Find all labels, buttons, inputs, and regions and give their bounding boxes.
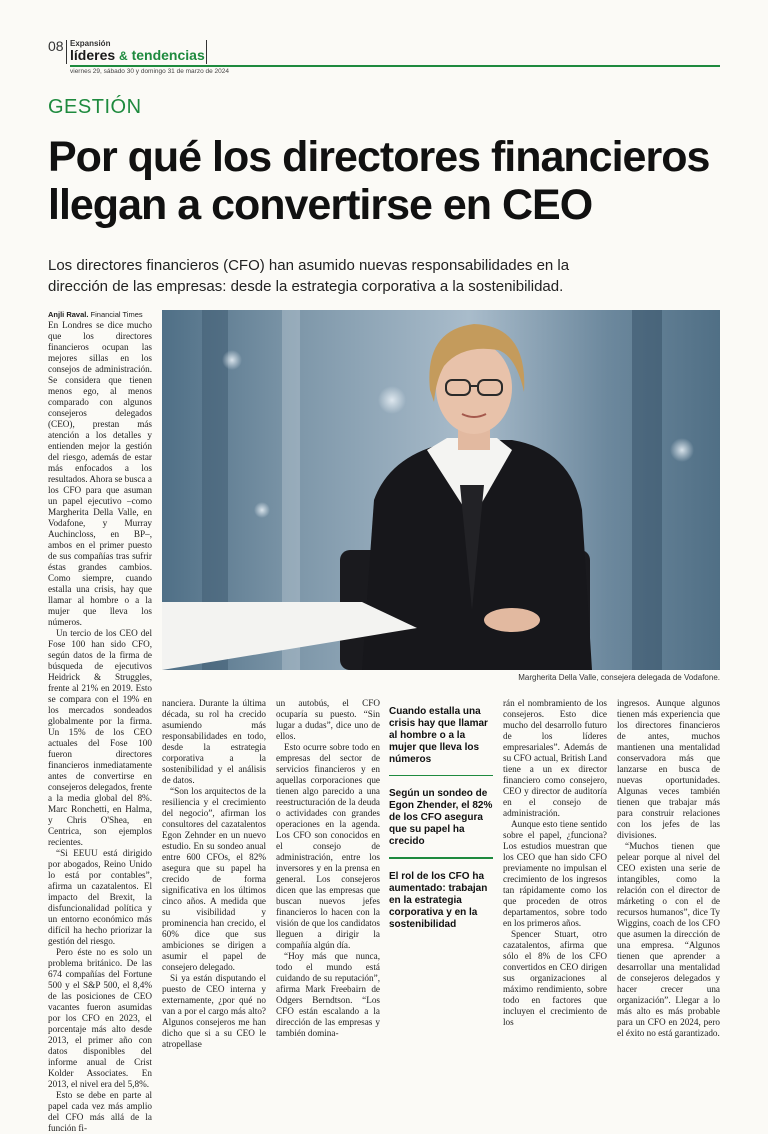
header-divider [66, 40, 67, 64]
quote-divider [389, 857, 493, 859]
paragraph: Pero éste no es solo un problema británico. De las 674 compañías del Fortune 500 y el S&P 500, el 8,4% de las posiciones de CEO vacantes fueron asumidas por los CFO en 2023, el porcentaje más alto desde 2013, el primer año con datos disponibles del informe anual de Crist Kolder Associates. En 2013, el nivel era del 5,8%. [48, 947, 152, 1089]
article-standfirst: Los directores financieros (CFO) han asumido nuevas responsabilidades en la dirección de las empresas: desde la estrategia corporativa a la sostenibilidad. [48, 257, 570, 295]
body-column-5 [617, 698, 720, 1038]
quote-divider [389, 775, 493, 776]
page-number: 08 [48, 38, 64, 54]
photo-caption: Margherita Della Valle, consejera delegada de Vodafone. [518, 673, 720, 682]
pull-quote: El rol de los CFO ha aumentado: trabajan en la estrategia corporativa y en la sostenibilidad [389, 871, 488, 930]
body-column-2 [162, 698, 266, 1049]
paragraph: “Muchos tienen que pelear porque al nivel del CEO existen una serie de intangibles, como la relación con el director de márketing o con el de recursos humanos”, dice Ty Wiggins, coach de los CFO que asumen la dirección de una empresa. “Algunos tienen que aprender a desarrollar una mentalidad de consejeros delegados y hacer crecer una organización”. Llegar a lo más alto es más probable para un CFO en 2024, pero el éxito no está garantizado. [617, 841, 720, 1038]
pull-quote: Según un sondeo de Egon Zhender, el 82% de los CFO asegura que su papel ha crecido [389, 788, 493, 847]
paragraph: “Si EEUU está dirigido por abogados, Reino Unido lo está por contables”, afirma un cazatalentos. El impacto del Brexit, la disfuncionalidad política y un entorno económico más difícil ha hecho priorizar la gestión del riesgo. [48, 848, 152, 946]
article-kicker: GESTIÓN [48, 96, 142, 118]
byline-source: Financial Times [90, 310, 143, 319]
paragraph: Aunque esto tiene sentido sobre el papel, ¿funciona? Los estudios muestran que los CEO que han sido CFO previamente no impulsan el crecimiento de los ingresos tan rápidamente como los que proceden de otros departamentos, sobre todo en los primeros años. [503, 819, 607, 928]
body-column-1 [48, 309, 152, 1133]
article-headline: Por qué los directores financieros llegan a convertirse en CEO [48, 133, 710, 229]
pull-quote: Cuando estalla una crisis hay que llamar al hombre o a la mujer que lleva los números [389, 706, 488, 765]
pull-quotes [389, 702, 493, 937]
section-title [70, 47, 205, 63]
paragraph: Spencer Stuart, otro cazatalentos, afirma que sólo el 8% de los CFO convertidos en CEO dirigen sus organizaciones al máximo rendimiento, sobre todo en factores que incluyen el crecimiento de los [503, 929, 607, 1027]
page-header [48, 38, 720, 78]
paragraph: ingresos. Aunque algunos tienen más experiencia que los directores financieros de antes, muchos mantienen una mentalidad conservadora más que lanzarse en busca de nuevas oportunidades. Algunas veces también tienen que trabajar más para construir relaciones con los jefes de las divisiones. [617, 698, 720, 840]
paragraph: Esto ocurre sobre todo en empresas del sector de servicios financieros y en aquellas corporaciones que tienen algo parecido a una reestructuración de la deuda o actividades con grandes operaciones en la agenda. Los CFO son conocidos en el consejo de administración, entre los inversores y en la prensa en general. Los consejeros dicen que las empresas que buscan nuevos jefes financieros lo hacen con la visión de que los candidatos lleguen a dirigir la compañía algún día. [276, 742, 380, 950]
section-title-part2: tendencias [131, 47, 205, 63]
paragraph: Un tercio de los CEO del Fose 100 han sido CFO, según datos de la firma de búsqueda de ejecutivos Heidrick & Struggles, frente al 21% en 2019. Esto se compara con el 19% en los mercados sondeados globalmente por la firma. Un 15% de los CEO actuales del Fose 100 fueron directores financieros inmediatamente antes de convertirse en consejeros delegados, frente a la media global del 8%. Marc Ronchetti, en Halma, y Chris O'Shea, en Centrica, son ejemplos recientes. [48, 628, 152, 847]
paragraph: En Londres se dice mucho que los directores financieros ocupan las mejores sillas en los consejos de administración. Se considera que tienen menos ego, al menos comparado con algunos consejeros delegados (CEO), prestan más atención a los detalles y entienden mejor la gestión del riesgo, además de estar más enfocados a los resultados. Ahora se busca a los CFO para que asuman un papel ejecutivo –como Margherita Della Valle, en Vodafone, y Murray Auchincloss, en BP–, ambos en el primer puesto de sus compañías tras sufrir éstas grandes cambios. Como siempre, cuando estalla una crisis, hay que llamar al hombre o a la mujer que lleva los números. [48, 320, 152, 627]
paragraph: Si ya están disputando el puesto de CEO interna y externamente, ¿por qué no van a por el cargo más alto? Algunos consejeros me han dicho que si a su CEO le atropellase [162, 973, 266, 1049]
paragraph: rán el nombramiento de los consejeros. Esto dice mucho del desarrollo futuro de los líderes empresariales”. Además de su CFO actual, British Land tiene a un ex director financiero como consejero, CEO y director de auditoría en el consejo de administración. [503, 698, 607, 818]
article-photo [162, 310, 720, 670]
paragraph: un autobús, el CFO ocuparía su puesto. “Sin lugar a dudas”, dice uno de ellos. [276, 698, 380, 741]
paragraph: “Son los arquitectos de la resiliencia y el crecimiento del negocio”, afirman los consultores del cazatalentos Egon Zehnder en un nuevo estudio. En su sondeo anual entre 600 CFOs, el 82% asegura que su papel ha crecido de forma significativa en los últimos cinco años. A medida que su visibilidad y prominencia han crecido, el 60% dice que sus ambiciones se dirigen a asumir el papel de consejero delegado. [162, 786, 266, 972]
issue-date: viernes 29, sábado 30 y domingo 31 de marzo de 2024 [70, 68, 229, 75]
body-column-4 [503, 698, 607, 1027]
brand-logo: Expansión [70, 39, 111, 48]
header-divider-right [206, 40, 207, 64]
section-title-amp: & [119, 49, 128, 63]
portrait-illustration [162, 310, 720, 670]
paragraph: nanciera. Durante la última década, su rol ha crecido asumiendo más responsabilidades en todo, desde la estrategia corporativa a la sostenibilidad y el análisis de datos. [162, 698, 266, 785]
paragraph: Esto se debe en parte al papel cada vez más amplio del CFO más allá de la función fi- [48, 1090, 152, 1133]
body-column-3 [276, 698, 380, 1038]
byline-author: Anjli Raval. [48, 310, 89, 319]
byline [48, 309, 152, 320]
header-rule [70, 65, 720, 67]
section-title-part1: líderes [70, 47, 116, 63]
paragraph: “Hoy más que nunca, todo el mundo está cuidando de su reputación”, afirma Mark Freebairn de Odgers Berndtson. “Los CFO están escalando a la dirección de las empresas y también domina- [276, 951, 380, 1038]
